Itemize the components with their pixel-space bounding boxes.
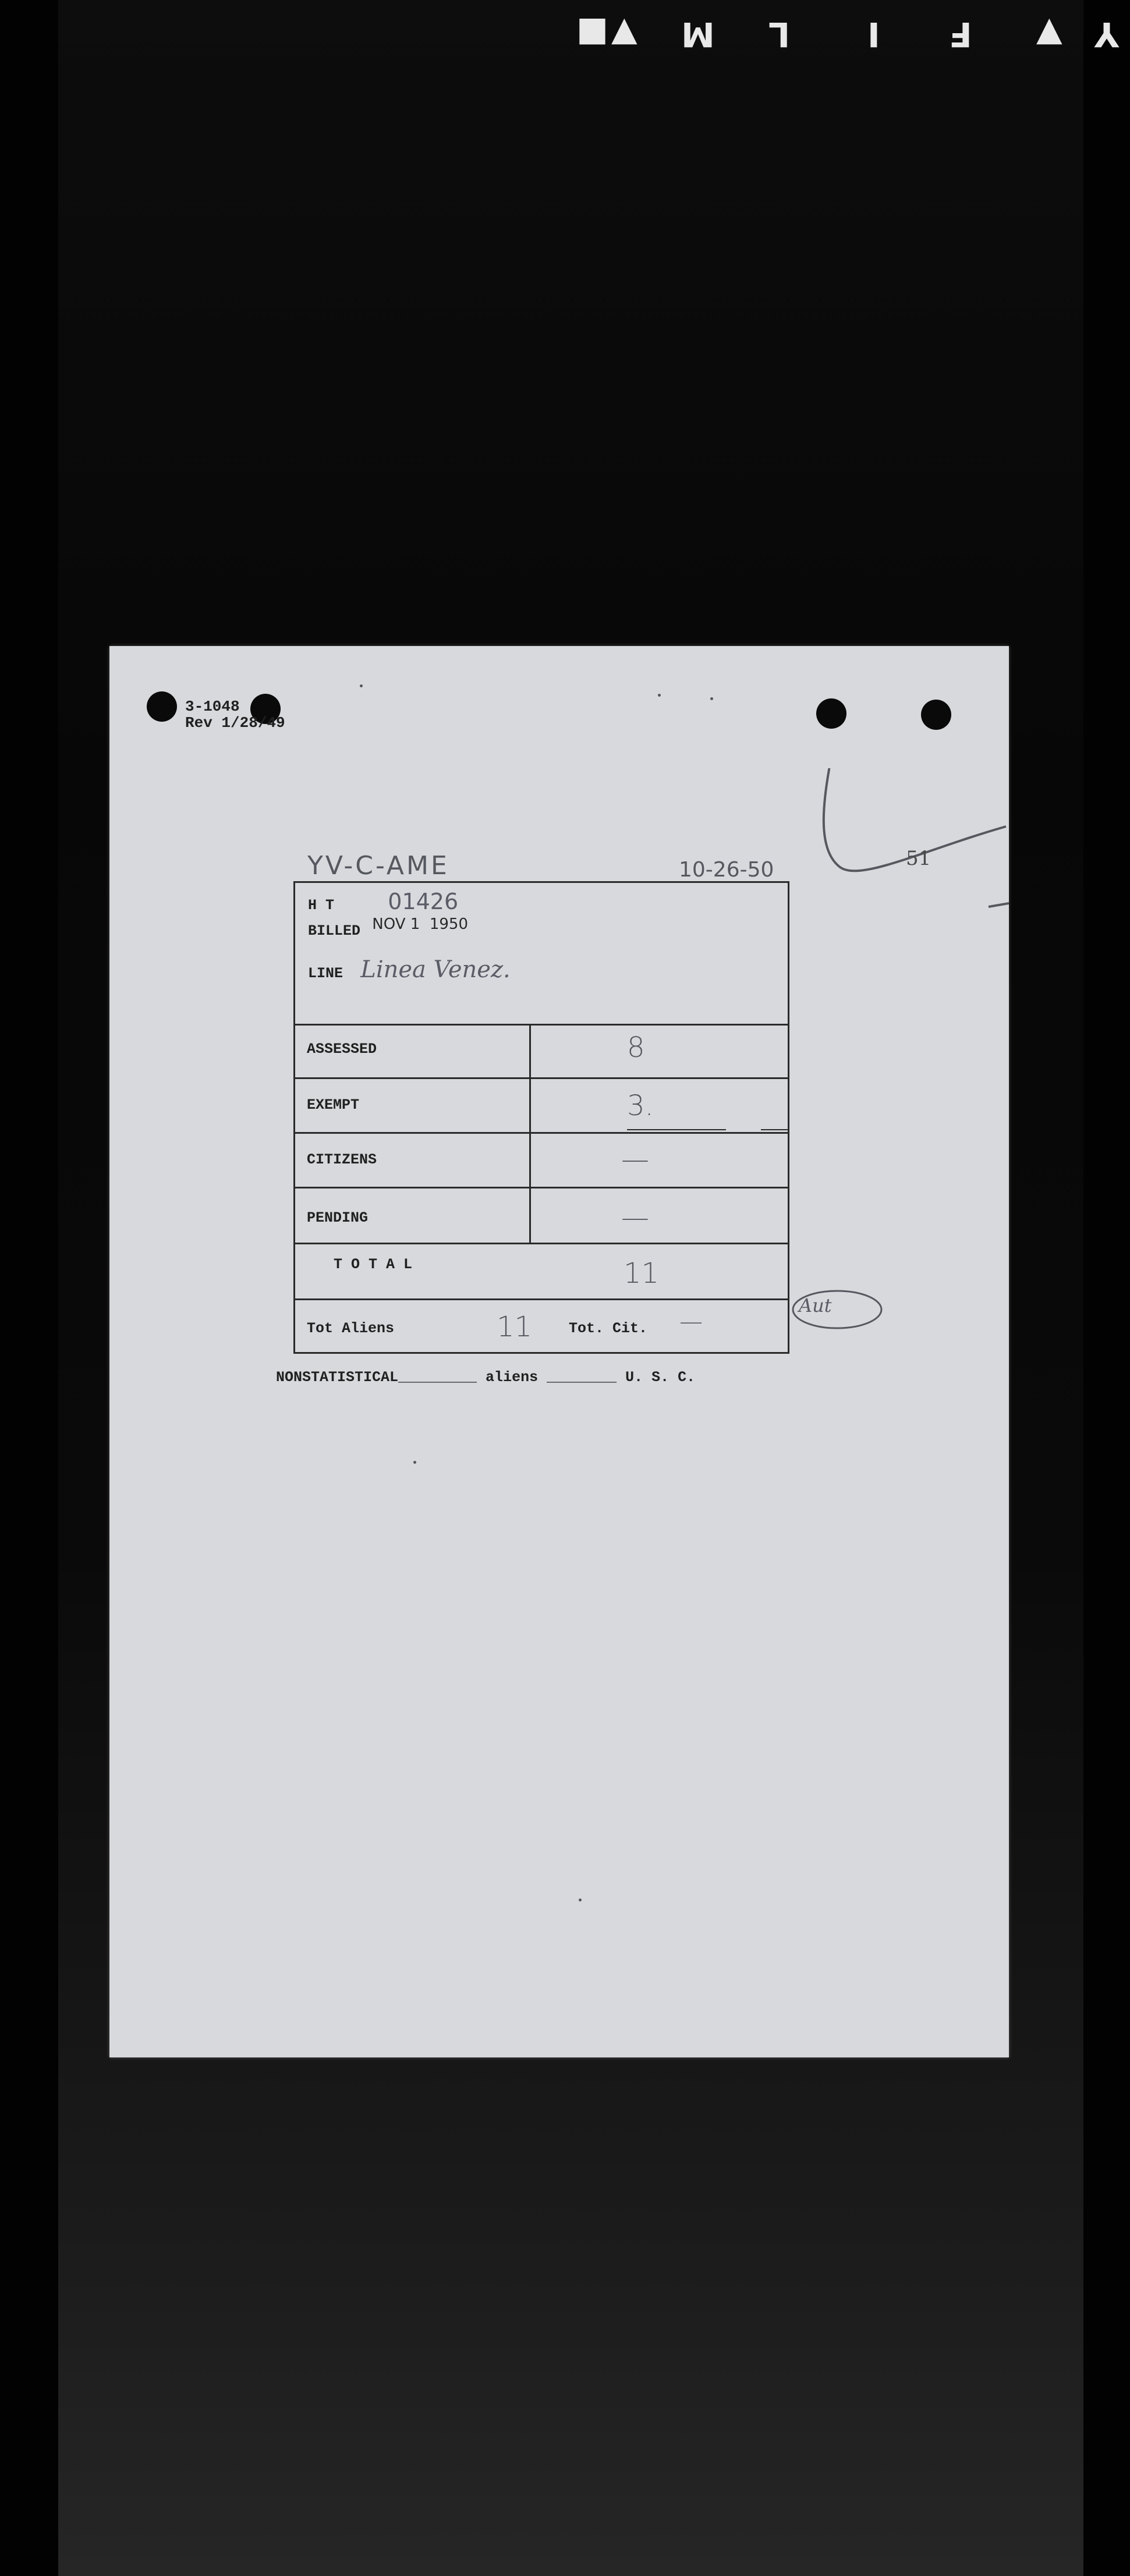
film-mark: ■ (576, 15, 608, 54)
line-value: Linea Venez. (360, 956, 511, 983)
tot-aliens-value: 11 (497, 1311, 533, 1343)
billed-stamp: NOV 1 1950 (372, 916, 469, 933)
form-row-pending (295, 1187, 788, 1244)
handwritten-date: 10-26-50 (679, 858, 774, 882)
speck (658, 694, 661, 697)
form-row-totals (295, 1298, 788, 1356)
film-mark: M (681, 15, 715, 54)
film-left-edge (0, 0, 58, 2576)
total-label: T O T A L (334, 1256, 413, 1273)
film-mark: Y (1094, 15, 1119, 54)
form-code-line: 3-1048 (185, 698, 240, 715)
form-row-exempt (295, 1077, 788, 1134)
stamp-number: 51 (906, 847, 931, 870)
row-value: — (621, 1143, 649, 1176)
billed-field (308, 916, 469, 939)
form-row-assessed (295, 1024, 788, 1079)
underline (627, 1129, 726, 1130)
film-mark: L (768, 15, 790, 54)
film-mark: F (949, 15, 972, 54)
handwritten-code: YV-C-AME (307, 851, 449, 881)
form-row-total (295, 1243, 788, 1300)
row-value: 8 (627, 1031, 645, 1064)
side-annotation: Aut (799, 1294, 832, 1317)
punch-hole (147, 691, 177, 722)
nonstatistical-line: NONSTATISTICAL_________ aliens ________ U. S. C. (276, 1369, 696, 1386)
tot-cit-value: — (679, 1308, 703, 1335)
ht-value: 01426 (388, 889, 459, 914)
underline (761, 1129, 788, 1130)
row-label: EXEMPT (307, 1097, 360, 1113)
speck (579, 1899, 582, 1901)
manifest-form (293, 881, 789, 1354)
form-revision-line: Rev 1/28/49 (185, 714, 285, 732)
line-label: LINE (308, 965, 343, 982)
tot-aliens-label: Tot Aliens (307, 1320, 395, 1337)
punch-hole (816, 698, 846, 729)
document-sheet (109, 646, 1009, 2057)
punch-hole (921, 700, 951, 730)
speck (710, 697, 713, 700)
film-mark: I (867, 15, 880, 54)
form-row-citizens (295, 1132, 788, 1188)
total-value: 11 (624, 1257, 660, 1290)
billed-label: BILLED (308, 922, 361, 939)
ht-label: H T (308, 897, 335, 914)
speck (360, 684, 363, 687)
film-right-edge (1083, 0, 1130, 2576)
row-label: ASSESSED (307, 1041, 377, 1058)
row-value: — (621, 1201, 649, 1234)
speck (413, 1461, 416, 1464)
row-label: PENDING (307, 1209, 369, 1226)
film-mark: ▼ (611, 15, 637, 54)
row-label: CITIZENS (307, 1151, 377, 1168)
film-mark: ▼ (1036, 15, 1062, 54)
form-number (185, 698, 285, 731)
tot-cit-label: Tot. Cit. (569, 1320, 648, 1337)
line-field (308, 956, 511, 983)
row-value: 3. (627, 1090, 654, 1122)
ht-field (308, 889, 458, 914)
film-header-marks (576, 17, 1130, 64)
